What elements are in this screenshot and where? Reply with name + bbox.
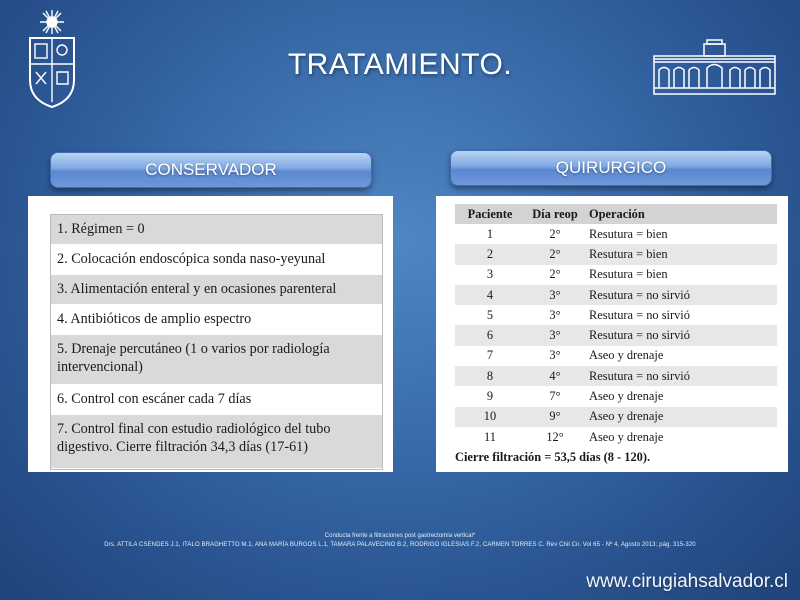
list-item: 1. Régimen = 0 [51, 215, 382, 245]
column-header: Operación [585, 204, 777, 224]
website-url: www.cirugiahsalvador.cl [586, 571, 788, 592]
table-row [455, 325, 777, 345]
reference-title: Conducta frente a filtraciones post gastrectomía vertical* [324, 533, 476, 539]
table-row [455, 285, 777, 305]
table-cell: 6 [455, 325, 525, 345]
table-cell: 10 [455, 407, 525, 427]
table-cell: 9° [525, 407, 585, 427]
list-item: 5. Drenaje percutáneo (1 o varios por radiología intervencional) [51, 335, 382, 385]
column-header: Día reop [525, 204, 585, 224]
table-row [455, 244, 777, 264]
reference-authors: Drs. ATTILA CSENDES J.1, ITALO BRAGHETTO M.1, ANA MARÍA BURGOS L.1, TAMARA PALAVECINO B.2, RODRIGO IGLESIAS F.2, CARMEN TORRES C. Rev Chil Cir. Vol 65 - Nº 4, Agosto 2013; pág. 315-320 [104, 542, 696, 548]
table-cell: Resutura = bien [585, 224, 777, 244]
table-cell: Resutura = no sirvió [585, 305, 777, 325]
table-cell: 7° [525, 386, 585, 406]
table-cell: Resutura = bien [585, 244, 777, 264]
table-cell: 9 [455, 386, 525, 406]
list-item: 7. Control final con estudio radiológico del tubo digestivo. Cierre filtración 34,3 días (17-61) [51, 415, 382, 469]
table-row [455, 346, 777, 366]
table-cell: Resutura = no sirvió [585, 366, 777, 386]
table-cell: 7 [455, 346, 525, 366]
table-cell: 3 [455, 265, 525, 285]
table-cell: 8 [455, 366, 525, 386]
table-cell: Resutura = bien [585, 265, 777, 285]
list-item: 2. Colocación endoscópica sonda naso-yeyunal [51, 245, 382, 275]
table-cell: 2 [455, 244, 525, 264]
table-cell: 12° [525, 427, 585, 447]
table-cell: Resutura = no sirvió [585, 285, 777, 305]
table-cell: Aseo y drenaje [585, 427, 777, 447]
conservador-list [50, 214, 383, 470]
table-row [455, 265, 777, 285]
list-item: 4. Antibióticos de amplio espectro [51, 305, 382, 335]
conservador-panel [28, 196, 393, 472]
table-cell: 3° [525, 346, 585, 366]
table-footer-note: Cierre filtración = 53,5 días (8 - 120). [455, 450, 651, 465]
table-row [455, 407, 777, 427]
table-header-row [455, 204, 777, 224]
table-cell: Resutura = no sirvió [585, 325, 777, 345]
table-cell: 3° [525, 305, 585, 325]
table-row [455, 366, 777, 386]
table-cell: 3° [525, 285, 585, 305]
table-row [455, 427, 777, 447]
table-cell: 1 [455, 224, 525, 244]
table-cell: 5 [455, 305, 525, 325]
column-header: Paciente [455, 204, 525, 224]
table-cell: 4 [455, 285, 525, 305]
table-cell: 11 [455, 427, 525, 447]
table-cell: 3° [525, 325, 585, 345]
table-cell: 2° [525, 265, 585, 285]
table-row [455, 224, 777, 244]
reoperation-table [455, 204, 777, 447]
list-item: 6. Control con escáner cada 7 días [51, 385, 382, 415]
table-cell: 2° [525, 224, 585, 244]
list-item: 3. Alimentación enteral y en ocasiones parenteral [51, 275, 382, 305]
table-cell: 4° [525, 366, 585, 386]
table-cell: Aseo y drenaje [585, 346, 777, 366]
table-cell: Aseo y drenaje [585, 386, 777, 406]
conservador-header: CONSERVADOR [50, 152, 372, 188]
table-cell: 2° [525, 244, 585, 264]
slide-title: TRATAMIENTO. [287, 48, 513, 81]
table-row [455, 386, 777, 406]
table-row [455, 305, 777, 325]
quirurgico-panel [436, 196, 788, 472]
table-cell: Aseo y drenaje [585, 407, 777, 427]
quirurgico-header: QUIRURGICO [450, 150, 772, 186]
